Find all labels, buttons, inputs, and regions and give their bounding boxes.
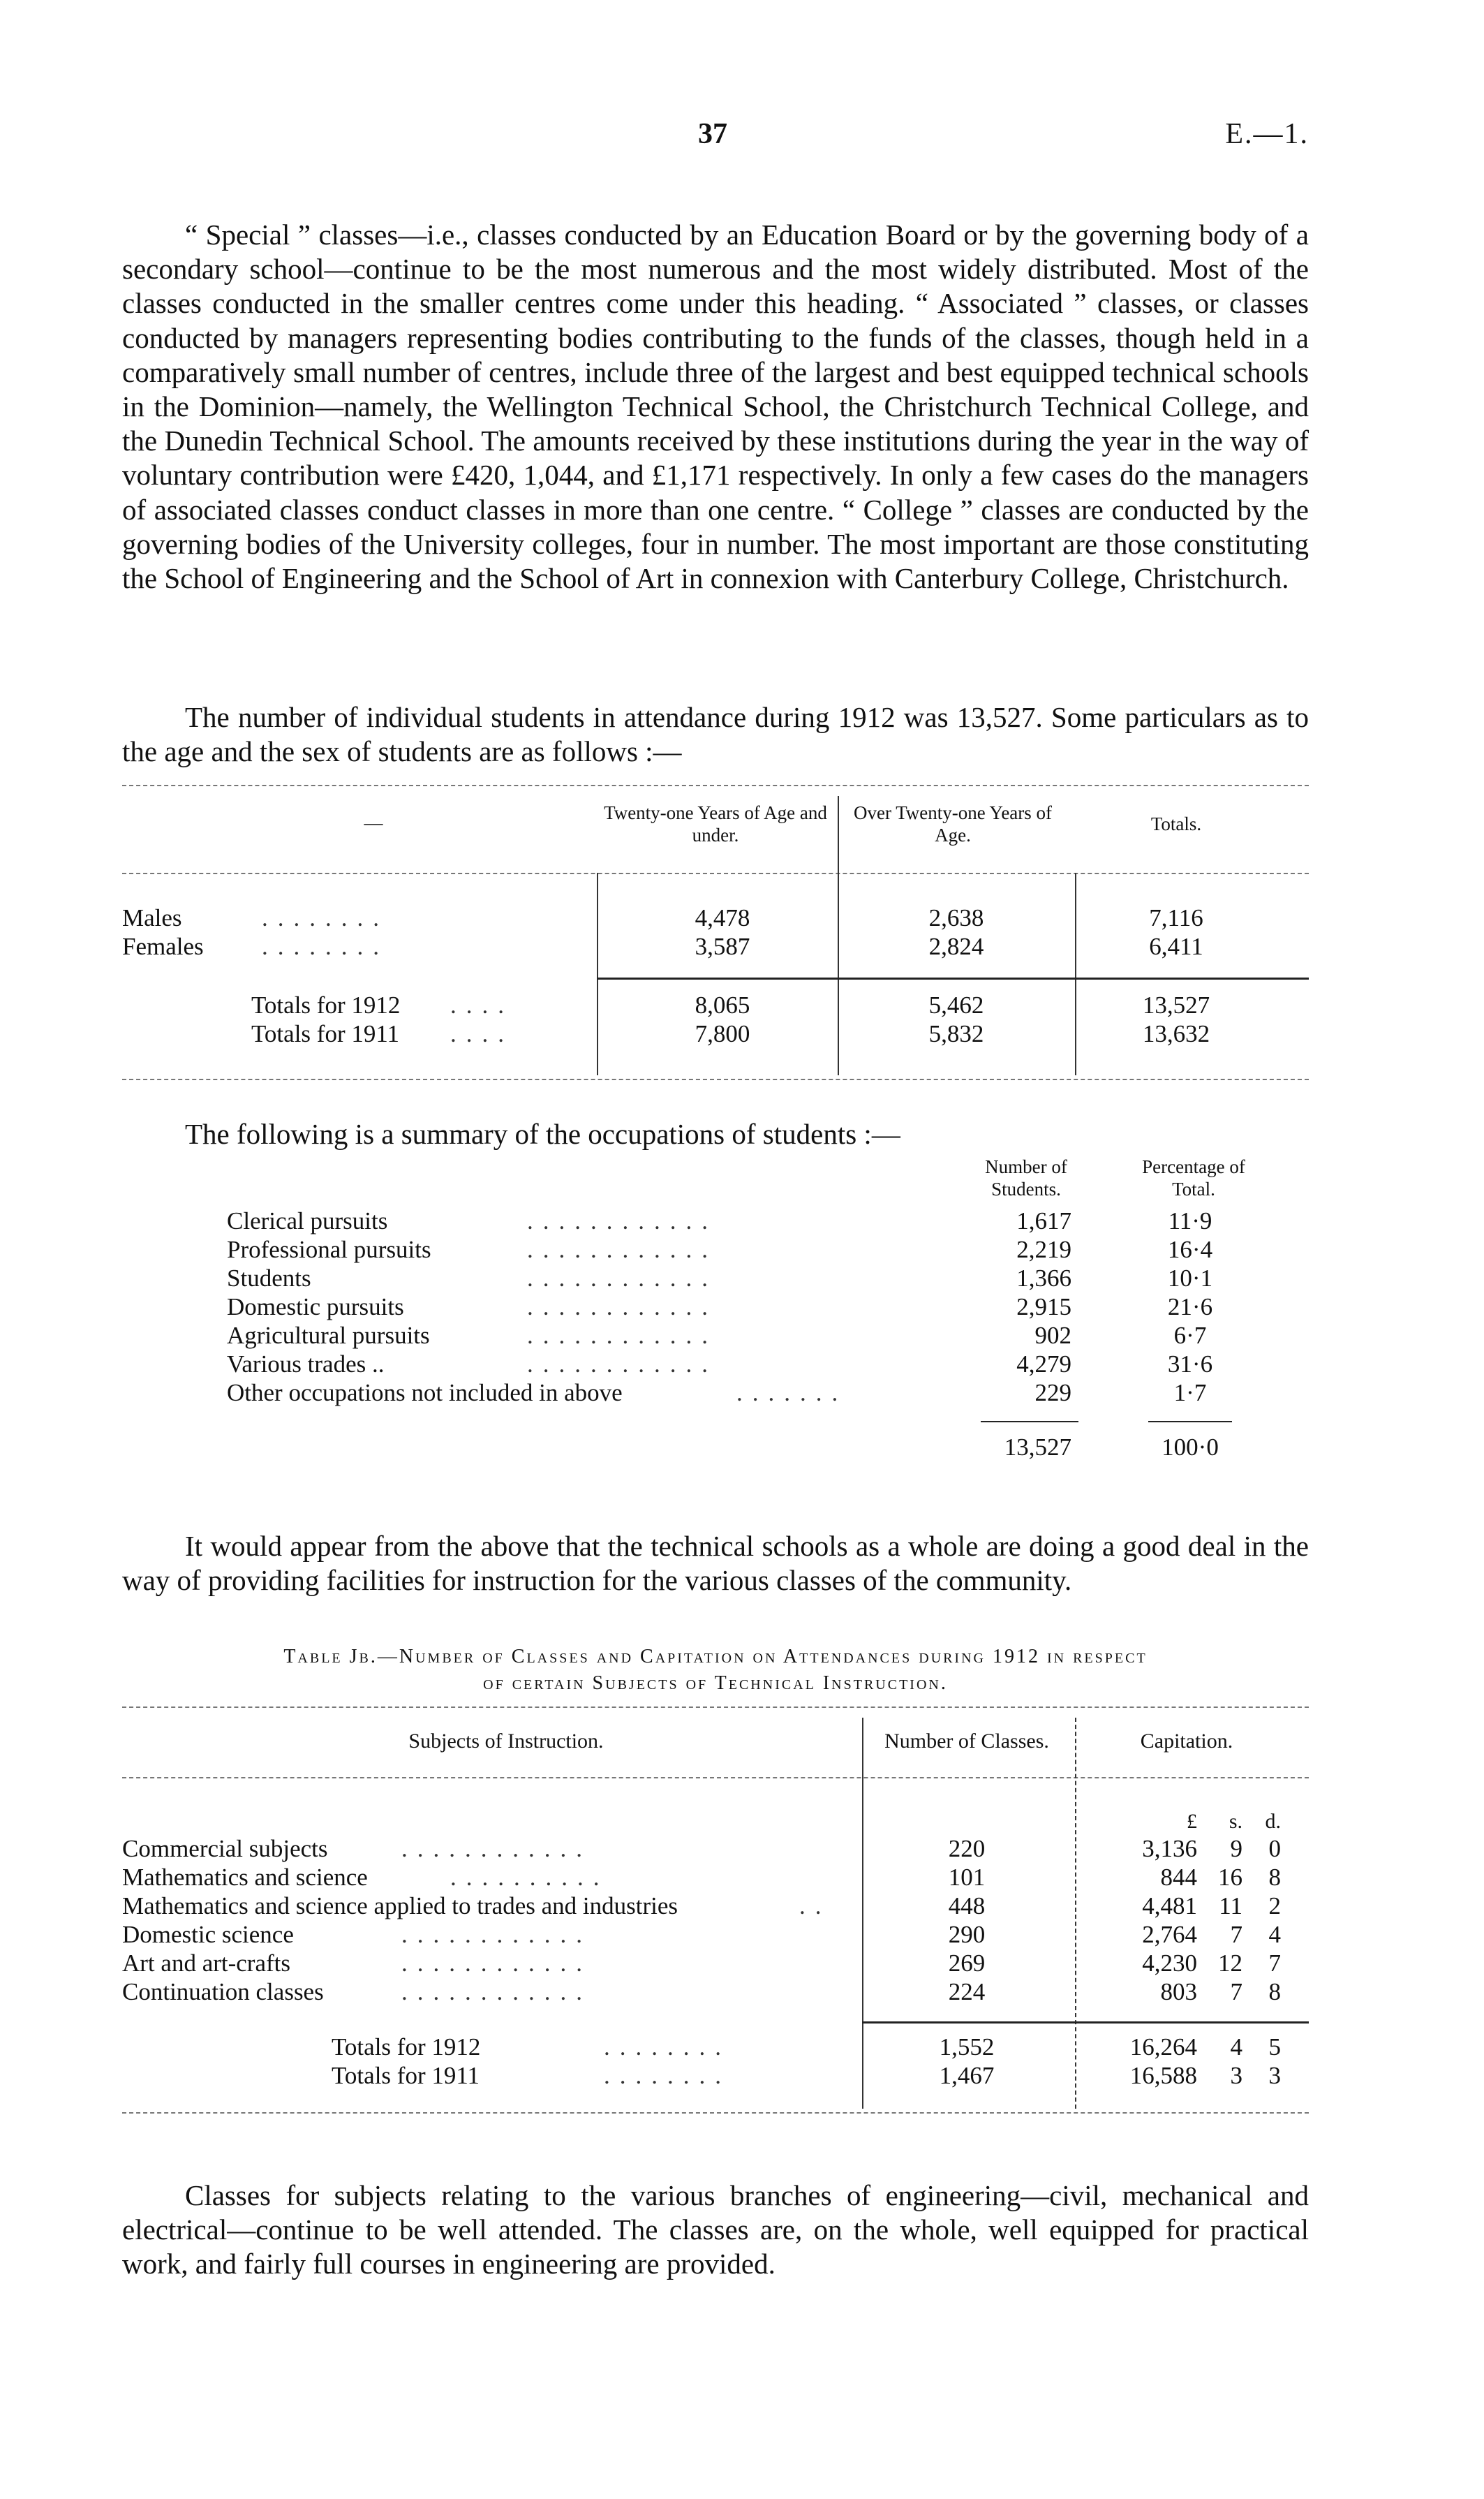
age-totals-rule xyxy=(597,978,1309,980)
leader-dots: ............ xyxy=(527,1293,718,1320)
jb-pounds: 803 xyxy=(1160,1978,1197,2005)
leader-dots: .. xyxy=(799,1892,831,1919)
jb-pence: 8 xyxy=(1268,1864,1281,1891)
paragraph-students-count: The number of individual students in attendance during 1912 was 13,527. Some particulars as to the age and the sex of students are as follows :— xyxy=(122,701,1309,768)
leader-dots: ............ xyxy=(527,1207,718,1234)
occupations-header-percentage: Percentage of Total. xyxy=(1142,1156,1245,1200)
age-table-header-under-21: Twenty-one Years of Age and under. xyxy=(604,802,827,846)
age-total-cell: 5,832 xyxy=(928,1020,984,1047)
jb-total-label: Totals for 1912 xyxy=(332,2033,481,2061)
occupation-number: 2,219 xyxy=(1016,1236,1071,1263)
paragraph-occupations-intro: The following is a summary of the occupations of students :— xyxy=(185,1118,900,1150)
age-table-header-over-21: Over Twenty-one Years of Age. xyxy=(853,802,1053,846)
age-row-label: Females xyxy=(122,933,204,960)
jb-row-label: Domestic science xyxy=(122,1921,294,1948)
age-total-cell: 7,800 xyxy=(695,1020,750,1047)
document-reference: E.—1. xyxy=(1225,118,1309,150)
occupation-percent: 1·7 xyxy=(1173,1379,1207,1406)
age-total-cell: 13,527 xyxy=(1142,992,1210,1019)
jb-header-rule xyxy=(122,1777,1309,1778)
table-bottom-rule xyxy=(122,1079,1309,1080)
leader-dots: .... xyxy=(450,1020,514,1047)
leader-dots: ........ xyxy=(604,2062,731,2089)
leader-dots: ............ xyxy=(401,1835,592,1862)
jb-pence: 4 xyxy=(1268,1921,1281,1948)
leader-dots: ........ xyxy=(262,933,389,960)
jb-total-pence: 5 xyxy=(1268,2033,1281,2061)
jb-shillings: 7 xyxy=(1230,1978,1242,2005)
jb-row-label: Mathematics and science xyxy=(122,1864,368,1891)
age-cell: 7,116 xyxy=(1149,904,1203,931)
age-cell: 4,478 xyxy=(695,904,750,931)
page-header xyxy=(122,117,1309,159)
occupation-label: Agricultural pursuits xyxy=(227,1322,430,1349)
occupation-label: Other occupations not included in above xyxy=(227,1379,623,1406)
jb-classes: 220 xyxy=(948,1835,986,1862)
occupation-label: Clerical pursuits xyxy=(227,1207,388,1234)
leader-dots: ............ xyxy=(527,1322,718,1349)
occupation-percent: 31·6 xyxy=(1167,1350,1213,1378)
paragraph-engineering: Classes for subjects relating to the various branches of engineering—civil, mechanical and electrical—continue to be well attended. The classes are, on the whole, well equipped for practical work, and fairly full courses in engineering are provided. xyxy=(122,2179,1309,2280)
jb-shillings: 7 xyxy=(1230,1921,1242,1948)
table-jb-caption-line1: Table Jb.—Number of Classes and Capitation on Attendances during 1912 in respect xyxy=(283,1646,1148,1667)
jb-classes: 224 xyxy=(948,1978,986,2005)
jb-unit-pence: d. xyxy=(1265,1810,1281,1833)
jb-pounds: 3,136 xyxy=(1142,1835,1197,1862)
occupation-percent: 6·7 xyxy=(1173,1322,1207,1349)
jb-classes: 448 xyxy=(948,1892,986,1919)
table-top-rule xyxy=(122,785,1309,786)
occupation-number: 2,915 xyxy=(1016,1293,1071,1320)
age-cell: 3,587 xyxy=(695,933,750,960)
age-table-divider xyxy=(597,873,598,1075)
leader-dots: ............ xyxy=(527,1236,718,1263)
jb-pence: 7 xyxy=(1268,1949,1281,1977)
jb-pence: 2 xyxy=(1268,1892,1281,1919)
jb-total-shillings: 3 xyxy=(1230,2062,1242,2089)
jb-pence: 0 xyxy=(1268,1835,1281,1862)
jb-total-shillings: 4 xyxy=(1230,2033,1242,2061)
jb-pounds: 4,230 xyxy=(1142,1949,1197,1977)
occupations-total-number: 13,527 xyxy=(1004,1433,1071,1461)
occupation-percent: 10·1 xyxy=(1167,1265,1213,1292)
jb-pounds: 2,764 xyxy=(1142,1921,1197,1948)
leader-dots: ............ xyxy=(527,1350,718,1378)
jb-total-classes: 1,552 xyxy=(939,2033,995,2061)
jb-unit-pounds: £ xyxy=(1187,1810,1197,1833)
table-jb-caption-line2: of certain Subjects of Technical Instruction. xyxy=(483,1672,948,1694)
leader-dots: ............ xyxy=(527,1265,718,1292)
age-total-cell: 5,462 xyxy=(928,992,984,1019)
paragraph-conclusion: It would appear from the above that the technical schools as a whole are doing a good deal in the way of providing facilities for instruction for the various classes of the community. xyxy=(122,1530,1309,1597)
jb-total-classes: 1,467 xyxy=(939,2062,995,2089)
age-sex-table xyxy=(122,782,1309,1103)
jb-row-label: Continuation classes xyxy=(122,1978,324,2005)
jb-row-label: Art and art-crafts xyxy=(122,1949,290,1977)
occupation-percent: 16·4 xyxy=(1167,1236,1213,1263)
age-table-divider xyxy=(1075,873,1076,1075)
jb-total-pence: 3 xyxy=(1268,2062,1281,2089)
leader-dots: ............ xyxy=(401,1949,592,1977)
occupations-total-percent: 100·0 xyxy=(1162,1433,1219,1461)
age-total-cell: 8,065 xyxy=(695,992,750,1019)
table-top-rule xyxy=(122,1706,1309,1708)
jb-shillings: 16 xyxy=(1218,1864,1242,1891)
leader-dots: ............ xyxy=(401,1978,592,2005)
occupations-header-number: Number of Students. xyxy=(985,1156,1067,1200)
paragraph-special-classes: “ Special ” classes—i.e., classes conducted by an Education Board or by the governing body of a secondary school—continue to be the most numerous and the most widely distributed. Most of the classes conducted in the smaller centres come under this heading. “ Associated ” classes, or classes conducted by managers representing bodies contributing to the funds of the classes, though held in a comparatively small number of centres, include three of the largest and best equipped technical schools in the Dominion—namely, the Wellington Technical School, the Christchurch Technical College, and the Dunedin Technical School. The amounts received by these institutions during the year in the way of voluntary contribution were £420, 1,044, and £1,171 respectively. In only a few cases do the managers of associated classes conduct classes in more than one centre. “ College ” classes are conducted by the governing bodies of the University colleges, four in number. The most important are those constituting the School of Engineering and the School of Art in connexion with Canterbury College, Christchurch. xyxy=(122,219,1309,595)
page-number: 37 xyxy=(698,118,727,150)
occupations-table xyxy=(122,1156,1309,1505)
jb-pence: 8 xyxy=(1268,1978,1281,2005)
leader-dots: ....... xyxy=(736,1379,848,1406)
leader-dots: .... xyxy=(450,992,514,1019)
leader-dots: ............ xyxy=(401,1921,592,1948)
occupation-label: Students xyxy=(227,1265,311,1292)
jb-divider xyxy=(1075,1718,1076,2109)
age-total-label: Totals for 1911 xyxy=(251,1020,400,1047)
occupation-label: Professional pursuits xyxy=(227,1236,431,1263)
occupations-total-rule xyxy=(981,1421,1078,1422)
age-total-cell: 13,632 xyxy=(1142,1020,1210,1047)
jb-total-pounds: 16,588 xyxy=(1129,2062,1197,2089)
occupation-number: 1,617 xyxy=(1016,1207,1071,1234)
age-cell: 6,411 xyxy=(1149,933,1203,960)
age-table-divider xyxy=(838,796,839,1075)
jb-pounds: 4,481 xyxy=(1142,1892,1197,1919)
jb-header-classes: Number of Classes. xyxy=(884,1730,1049,1753)
jb-unit-shillings: s. xyxy=(1229,1810,1242,1833)
occupation-number: 1,366 xyxy=(1016,1265,1071,1292)
age-cell: 2,824 xyxy=(928,933,984,960)
age-cell: 2,638 xyxy=(928,904,984,931)
table-bottom-rule xyxy=(122,2112,1309,2114)
jb-shillings: 9 xyxy=(1230,1835,1242,1862)
jb-pounds: 844 xyxy=(1160,1864,1197,1891)
age-table-header-totals: Totals. xyxy=(1150,813,1202,834)
jb-totals-rule xyxy=(862,2021,1309,2023)
jb-shillings: 12 xyxy=(1218,1949,1242,1977)
occupation-number: 229 xyxy=(1034,1379,1071,1406)
occupation-number: 902 xyxy=(1034,1322,1071,1349)
jb-header-capitation: Capitation. xyxy=(1140,1730,1233,1753)
jb-header-subjects: Subjects of Instruction. xyxy=(408,1730,604,1753)
table-jb xyxy=(122,1704,1309,2137)
occupations-total-rule xyxy=(1148,1421,1232,1422)
occupation-label: Domestic pursuits xyxy=(227,1293,404,1320)
jb-row-label: Commercial subjects xyxy=(122,1835,328,1862)
jb-classes: 290 xyxy=(948,1921,986,1948)
leader-dots: ........ xyxy=(262,904,389,931)
leader-dots: .......... xyxy=(450,1864,609,1891)
age-table-header-rule xyxy=(122,873,1309,874)
jb-classes: 269 xyxy=(948,1949,986,1977)
occupation-number: 4,279 xyxy=(1016,1350,1071,1378)
occupation-percent: 21·6 xyxy=(1167,1293,1213,1320)
occupation-label: Various trades .. xyxy=(227,1350,385,1378)
jb-divider xyxy=(862,1718,863,2109)
jb-row-label: Mathematics and science applied to trades and industries xyxy=(122,1892,678,1919)
age-table-corner: — xyxy=(364,812,383,833)
age-row-label: Males xyxy=(122,904,182,931)
age-total-label: Totals for 1912 xyxy=(251,992,401,1019)
leader-dots: ........ xyxy=(604,2033,731,2061)
jb-total-label: Totals for 1911 xyxy=(332,2062,480,2089)
jb-total-pounds: 16,264 xyxy=(1129,2033,1197,2061)
jb-shillings: 11 xyxy=(1219,1892,1242,1919)
jb-classes: 101 xyxy=(948,1864,986,1891)
occupation-percent: 11·9 xyxy=(1168,1207,1212,1234)
